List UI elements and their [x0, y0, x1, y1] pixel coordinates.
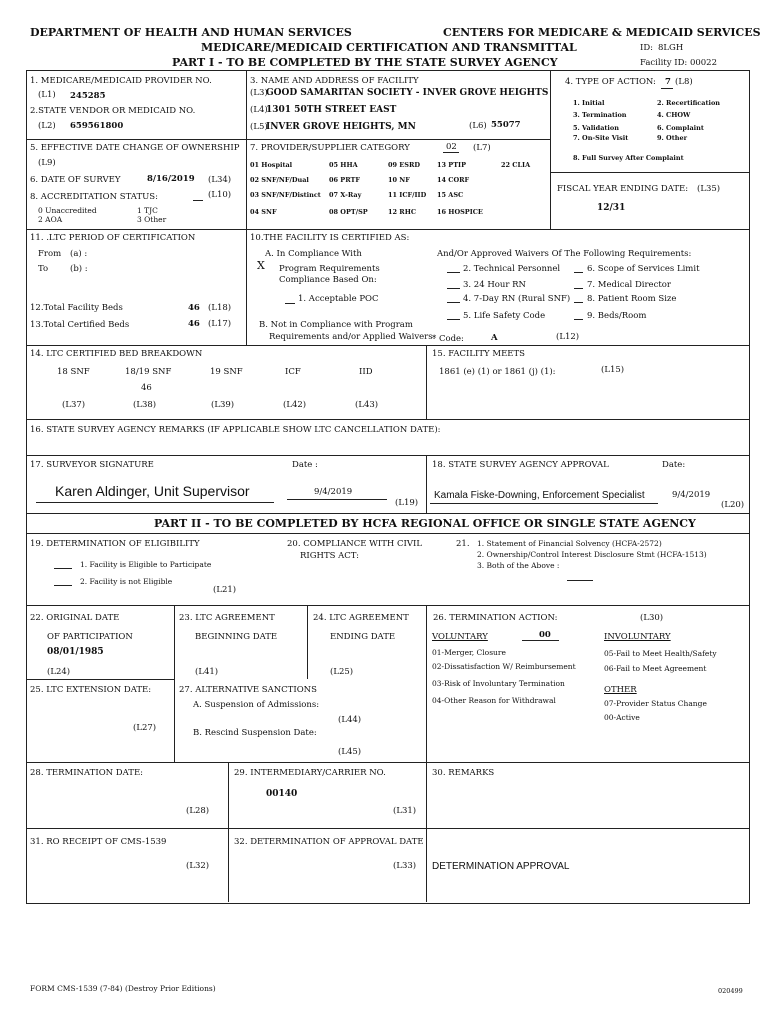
facility-name: GOOD SAMARITAN SOCIETY - INVER GROVE HEIGHTS — [266, 88, 549, 98]
s18-code: (L20) — [721, 500, 745, 510]
s32-label: 32. DETERMINATION OF APPROVAL DATE — [234, 837, 424, 847]
accred-opt2: 2 AOA — [38, 215, 63, 224]
s25-code: (L27) — [133, 723, 157, 733]
waiver-5: 5. Life Safety Code — [463, 311, 546, 321]
id-label: ID: — [640, 43, 654, 53]
opt-recert: 2. Recertification — [657, 99, 721, 107]
divider — [26, 762, 750, 763]
action-type: 7 — [665, 77, 671, 87]
bed-code-l43: (L43) — [355, 400, 379, 410]
s1-label: 1. MEDICARE/MEDICAID PROVIDER NO. — [30, 76, 212, 86]
s26-label: 26. TERMINATION ACTION: — [433, 613, 558, 623]
to-b: (b) : — [70, 264, 88, 274]
s12-label: 12.Total Facility Beds — [30, 303, 123, 313]
facility-street: 1301 50TH STREET EAST — [266, 105, 397, 115]
s31-label: 31. RO RECEIPT OF CMS-1539 — [30, 837, 167, 847]
l12-code: (L12) — [556, 332, 580, 342]
divider — [26, 419, 750, 420]
s27-b: B. Rescind Suspension Date: — [193, 728, 317, 738]
underline — [193, 200, 203, 201]
bed-code-l37: (L37) — [62, 400, 86, 410]
survey-date: 8/16/2019 — [147, 174, 195, 184]
opt-other: 9. Other — [657, 134, 687, 142]
cat-13: 13 PTIP — [437, 161, 466, 169]
cat-15: 15 ASC — [437, 191, 464, 199]
divider — [26, 139, 246, 140]
other-07: 07-Provider Status Change — [604, 699, 707, 708]
underline — [54, 568, 72, 569]
s21-label: 21. — [456, 539, 470, 549]
s19-opt2: 2. Facility is not Eligible — [80, 577, 173, 586]
s32-code: (L33) — [393, 861, 417, 871]
cat-12: 12 RHC — [388, 208, 417, 216]
determination-approval: DETERMINATION APPROVAL — [432, 861, 570, 872]
divider — [228, 762, 229, 902]
accred-opt1: 1 TJC — [137, 206, 158, 215]
s30-label: 30. REMARKS — [432, 768, 495, 778]
s12-code: (L18) — [208, 303, 232, 313]
waiver-2: 2. Technical Personnel — [463, 264, 561, 274]
s19-code: (L21) — [213, 585, 237, 595]
s15-label: 15. FACILITY MEETS — [432, 349, 525, 359]
form-number: FORM CMS-1539 (7-84) (Destroy Prior Editions) — [30, 984, 216, 993]
cat-14: 14 CORF — [437, 176, 470, 184]
divider — [307, 605, 308, 679]
s10-prog: Program Requirements — [279, 264, 380, 274]
underline — [567, 580, 593, 581]
s28-label: 28. TERMINATION DATE: — [30, 768, 144, 778]
underline — [447, 288, 460, 289]
surveyor-date: 9/4/2019 — [314, 487, 353, 497]
s27-label: 27. ALTERNATIVE SANCTIONS — [179, 685, 317, 695]
cat-04: 04 SNF — [250, 208, 277, 216]
s22-sub: OF PARTICIPATION — [47, 632, 133, 642]
underline — [443, 152, 459, 153]
cat-10: 10 NF — [388, 176, 410, 184]
invol-05: 05-Fail to Meet Health/Safety — [604, 649, 717, 658]
s19-opt1: 1. Facility is Eligible to Participate — [80, 560, 212, 569]
cat-02: 02 SNF/NF/Dual — [250, 176, 309, 184]
total-beds: 46 — [188, 303, 200, 313]
underline — [661, 88, 673, 89]
cat-16: 16 HOSPICE — [437, 208, 483, 216]
involuntary-label: INVOLUNTARY — [604, 632, 671, 642]
provider-category: 02 — [446, 142, 457, 152]
opt-chow: 4. CHOW — [657, 111, 691, 119]
s27-l45: (L45) — [338, 747, 362, 757]
approval-date: 9/4/2019 — [672, 490, 711, 500]
waivers-label: And/Or Approved Waivers Of The Following Requirements: — [437, 249, 692, 259]
date-line — [287, 499, 387, 500]
bed-1819snf-value: 46 — [141, 383, 152, 393]
s22-label: 22. ORIGINAL DATE — [30, 613, 120, 623]
part2-title: PART II - TO BE COMPLETED BY HCFA REGIONAL OFFICE OR SINGLE STATE AGENCY — [154, 517, 696, 530]
s21-opt2: 2. Ownership/Control Interest Disclosure Stmt (HCFA-1513) — [477, 550, 707, 559]
s2-label: 2.STATE VENDOR OR MEDICAID NO. — [30, 106, 196, 116]
s3-l3: (L3) — [250, 88, 268, 98]
s3-l5: (L5) — [250, 122, 268, 132]
code-label: * Code: — [432, 334, 464, 344]
bed-col-icf: ICF — [285, 367, 301, 377]
other-00: 00-Active — [604, 713, 640, 722]
divider — [26, 533, 750, 534]
s7-code: (L7) — [473, 143, 491, 153]
divider — [26, 513, 750, 514]
waiver-8: 8. Patient Room Size — [587, 294, 677, 304]
opt-full-survey: 8. Full Survey After Complaint — [573, 154, 684, 162]
s18-date-label: Date: — [662, 460, 686, 470]
divider — [26, 605, 750, 606]
bed-code-l38: (L38) — [133, 400, 157, 410]
cat-03: 03 SNF/NF/Distinct — [250, 191, 321, 199]
s13-code: (L17) — [208, 319, 232, 329]
s10-a: A. In Compliance With — [265, 249, 362, 259]
vol-04: 04-Other Reason for Withdrawal — [432, 696, 556, 705]
agency-name: CENTERS FOR MEDICARE & MEDICAID SERVICES — [443, 26, 761, 39]
certified-beds: 46 — [188, 319, 200, 329]
s3-l4: (L4) — [250, 105, 268, 115]
cat-08: 08 OPT/SP — [329, 208, 368, 216]
s23-code: (L41) — [195, 667, 219, 677]
s17-code: (L19) — [395, 498, 419, 508]
signature-line — [36, 502, 274, 503]
facility-city: INVER GROVE HEIGHTS, MN — [266, 122, 416, 132]
cat-09: 09 ESRD — [388, 161, 420, 169]
s27-a: A. Suspension of Admissions: — [193, 700, 320, 710]
facility-id: Facility ID: 00022 — [640, 58, 718, 68]
waiver-7: 7. Medical Director — [587, 280, 671, 290]
s29-code: (L31) — [393, 806, 417, 816]
s17-label: 17. SURVEYOR SIGNATURE — [30, 460, 154, 470]
s29-label: 29. INTERMEDIARY/CARRIER NO. — [234, 768, 386, 778]
part1-title: PART I - TO BE COMPLETED BY THE STATE SURVEY AGENCY — [172, 56, 558, 69]
s14-label: 14. LTC CERTIFIED BED BREAKDOWN — [30, 349, 203, 359]
s16-label: 16. STATE SURVEY AGENCY REMARKS (IF APPLICABLE SHOW LTC CANCELLATION DATE): — [30, 425, 441, 435]
s19-label: 19. DETERMINATION OF ELIGIBILITY — [30, 539, 200, 549]
s4-label: 4. TYPE OF ACTION: — [565, 77, 656, 87]
dept-name: DEPARTMENT OF HEALTH AND HUMAN SERVICES — [30, 26, 352, 39]
surveyor-signature: Karen Aldinger, Unit Supervisor — [55, 483, 250, 499]
s15-text: 1861 (e) (1) or 1861 (j) (1): — [439, 367, 556, 377]
voluntary-label: VOLUNTARY — [432, 632, 488, 642]
code-value: A — [491, 333, 498, 343]
waiver-3: 3. 24 Hour RN — [463, 280, 526, 290]
waiver-4: 4. 7-Day RN (Rural SNF) — [463, 294, 571, 304]
cat-06: 06 PRTF — [329, 176, 360, 184]
cat-22: 22 CLIA — [501, 161, 531, 169]
divider — [26, 828, 750, 829]
underline — [522, 640, 559, 641]
s1-code: (L1) — [38, 90, 56, 100]
s31-code: (L32) — [186, 861, 210, 871]
vol-01: 01-Merger, Closure — [432, 648, 506, 657]
facility-zip: 55077 — [491, 120, 521, 130]
s27-l44: (L44) — [338, 715, 362, 725]
s24-label: 24. LTC AGREEMENT — [313, 613, 409, 623]
from-a: (a) : — [70, 249, 88, 259]
compliance-mark: X — [257, 259, 265, 272]
vol-02: 02-Dissatisfaction W/ Reimbursement — [432, 662, 576, 671]
divider — [550, 70, 551, 229]
divider — [426, 605, 427, 902]
s2-code: (L2) — [38, 121, 56, 131]
s23-label: 23. LTC AGREEMENT — [179, 613, 275, 623]
underline — [447, 272, 460, 273]
s3-l6: (L6) — [469, 121, 487, 131]
divider — [246, 70, 247, 345]
divider — [174, 605, 175, 762]
invol-06: 06-Fail to Meet Agreement — [604, 664, 707, 673]
divider — [426, 345, 427, 419]
underline — [54, 585, 72, 586]
divider — [26, 345, 750, 346]
opt-validation: 5. Validation — [573, 124, 619, 132]
s17-date-label: Date : — [292, 460, 318, 470]
s21-opt1: 1. Statement of Financial Solvency (HCFA-2572) — [477, 539, 662, 548]
fiscal-code: (L35) — [697, 184, 721, 194]
s7-label: 7. PROVIDER/SUPPLIER CATEGORY — [250, 143, 410, 153]
cat-07: 07 X-Ray — [329, 191, 362, 199]
opt-termination: 3. Termination — [573, 111, 627, 119]
vol-03: 03-Risk of Involuntary Termination — [432, 679, 565, 688]
divider — [550, 172, 750, 173]
underline — [574, 319, 583, 320]
bed-col-18snf: 18 SNF — [57, 367, 90, 377]
divider — [26, 679, 174, 680]
underline — [285, 303, 295, 304]
underline — [447, 302, 460, 303]
vendor-no: 659561800 — [70, 121, 124, 131]
signature-line — [430, 503, 658, 504]
divider — [246, 139, 550, 140]
waiver-6: 6. Scope of Services Limit — [587, 264, 700, 274]
opt-onsite: 7. On-Site Visit — [573, 134, 629, 142]
opt-initial: 1. Initial — [573, 99, 605, 107]
s13-label: 13.Total Certified Beds — [30, 320, 130, 330]
accred-opt0: 0 Unaccredited — [38, 206, 97, 215]
bed-code-l39: (L39) — [211, 400, 235, 410]
cat-11: 11 ICF/IID — [388, 191, 427, 199]
s28-code: (L28) — [186, 806, 210, 816]
underline — [574, 288, 583, 289]
termination-value: 00 — [539, 630, 551, 640]
s15-code: (L15) — [601, 365, 625, 375]
bed-col-1819snf: 18/19 SNF — [125, 367, 172, 377]
s6-label: 6. DATE OF SURVEY — [30, 175, 121, 185]
s24-sub: ENDING DATE — [330, 632, 396, 642]
s22-code: (L24) — [47, 667, 71, 677]
s20-label2: RIGHTS ACT: — [300, 551, 360, 561]
underline — [447, 319, 460, 320]
s24-code: (L25) — [330, 667, 354, 677]
s10-b1: B. Not in Compliance with Program — [259, 320, 413, 330]
s23-sub: BEGINNING DATE — [195, 632, 278, 642]
s8-label: 8. ACCREDITATION STATUS: — [30, 192, 158, 202]
id-value: 8LGH — [658, 43, 684, 53]
fiscal-date: 12/31 — [597, 203, 626, 213]
s10-poc: 1. Acceptable POC — [298, 294, 379, 304]
s20-label1: 20. COMPLIANCE WITH CIVIL — [287, 539, 422, 549]
s21-opt3: 3. Both of the Above : — [477, 561, 560, 570]
s11-label: 11. .LTC PERIOD OF CERTIFICATION — [30, 233, 196, 243]
opt-complaint: 6. Complaint — [657, 124, 704, 132]
waiver-9: 9. Beds/Room — [587, 311, 647, 321]
provider-no: 245285 — [70, 91, 106, 101]
s3-label: 3. NAME AND ADDRESS OF FACILITY — [250, 76, 419, 86]
fiscal-label: FISCAL YEAR ENDING DATE: — [557, 184, 689, 194]
s10-comp: Compliance Based On: — [279, 275, 377, 285]
bed-col-iid: IID — [359, 367, 373, 377]
divider — [26, 229, 750, 230]
form-title: MEDICARE/MEDICAID CERTIFICATION AND TRANSMITTAL — [201, 41, 577, 54]
bed-code-l42: (L42) — [283, 400, 307, 410]
underline — [574, 302, 583, 303]
s8-code: (L10) — [208, 190, 232, 200]
cat-01: 01 Hospital — [250, 161, 293, 169]
s5-code: (L9) — [38, 158, 56, 168]
accred-opt3: 3 Other — [137, 215, 167, 224]
underline — [574, 272, 583, 273]
bed-col-19snf: 19 SNF — [210, 367, 243, 377]
other-label: OTHER — [604, 685, 637, 695]
to-label: To — [38, 264, 49, 274]
cat-05: 05 HHA — [329, 161, 358, 169]
from-label: From — [38, 249, 62, 259]
s25-label: 25. LTC EXTENSION DATE: — [30, 685, 152, 695]
s10-b2: Requirements and/or Applied Waivers: — [269, 332, 436, 342]
s26-code: (L30) — [640, 613, 664, 623]
divider — [26, 455, 750, 456]
s10-label: 10.THE FACILITY IS CERTIFIED AS: — [250, 233, 410, 243]
original-date: 08/01/1985 — [47, 647, 104, 657]
s4-code: (L8) — [675, 77, 693, 87]
carrier-no: 00140 — [266, 789, 298, 799]
s5-label: 5. EFFECTIVE DATE CHANGE OF OWNERSHIP — [30, 143, 240, 153]
s6-code: (L34) — [208, 175, 232, 185]
approval-signature: Kamala Fiske-Downing, Enforcement Specialist — [434, 490, 645, 501]
s18-label: 18. STATE SURVEY AGENCY APPROVAL — [432, 460, 609, 470]
divider — [426, 455, 427, 513]
form-code: 020499 — [718, 987, 743, 995]
